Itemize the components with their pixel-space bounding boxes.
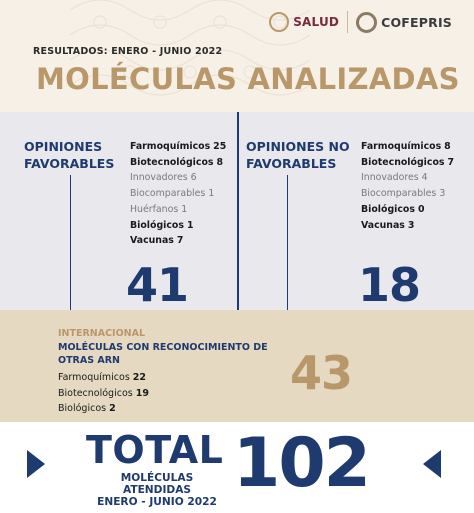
list-item xyxy=(58,401,149,417)
no-favorables-heading-line2: FAVORABLES xyxy=(246,156,337,171)
header xyxy=(0,0,474,112)
item-value: 1 xyxy=(208,188,215,200)
item-value: 22 xyxy=(132,372,147,383)
item-label: Biotecnológicos xyxy=(130,156,214,168)
cofepris-logo xyxy=(356,12,452,33)
list-item xyxy=(361,218,454,234)
list-item xyxy=(361,170,454,186)
item-label: Vacunas xyxy=(361,219,405,231)
item-label: Huérfanos xyxy=(130,203,179,215)
item-value: 3 xyxy=(407,219,415,231)
item-label: Innovadores xyxy=(361,172,419,184)
no-favorables-heading-line1: OPINIONES NO xyxy=(246,139,350,154)
item-value: 4 xyxy=(421,172,428,184)
list-item xyxy=(130,139,226,155)
item-label: Vacunas xyxy=(130,235,174,247)
item-label: Farmoquímicos xyxy=(130,141,211,152)
opinions-section xyxy=(0,112,474,310)
item-label: Farmoquímicos xyxy=(58,372,130,383)
cofepris-emblem-icon xyxy=(356,12,377,33)
favorables-heading xyxy=(24,138,136,172)
internacional-list xyxy=(58,370,149,417)
logos xyxy=(269,11,452,33)
list-item xyxy=(361,202,454,218)
item-label: Innovadores xyxy=(130,172,188,184)
internacional-section xyxy=(0,310,474,422)
cofepris-logo-text: COFEPRIS xyxy=(381,14,452,30)
item-value: 7 xyxy=(176,235,184,247)
item-value: 8 xyxy=(444,141,451,152)
salud-emblem-icon xyxy=(269,12,289,32)
list-item xyxy=(130,155,226,171)
page-title: MOLÉCULAS ANALIZADAS xyxy=(36,62,460,96)
favorables-list xyxy=(130,139,226,249)
list-item xyxy=(130,186,226,202)
total-section xyxy=(0,422,474,513)
no-favorables-list xyxy=(361,139,454,233)
list-item xyxy=(361,155,454,171)
list-item xyxy=(58,386,149,402)
list-item xyxy=(130,233,226,249)
item-label: Biotecnológicos xyxy=(361,156,445,168)
list-item xyxy=(58,370,149,386)
favorables-total: 41 xyxy=(126,258,189,310)
total-value: 102 xyxy=(233,424,369,503)
favorables-bracket xyxy=(70,175,114,310)
list-item xyxy=(130,218,226,234)
item-label: Biocomparables xyxy=(130,188,206,200)
arrow-left-icon xyxy=(423,450,441,478)
item-label: Biotecnológicos xyxy=(58,387,133,399)
item-label: Farmoquímicos xyxy=(361,141,442,152)
no-favorables-panel xyxy=(237,112,474,310)
internacional-total: 43 xyxy=(290,346,353,400)
item-label: Biocomparables xyxy=(361,188,437,200)
item-value: 19 xyxy=(135,387,149,399)
no-favorables-heading xyxy=(246,138,366,172)
item-value: 25 xyxy=(213,141,227,152)
arrow-right-icon xyxy=(27,450,45,478)
no-favorables-bracket xyxy=(287,175,333,310)
list-item xyxy=(130,202,226,218)
logo-divider xyxy=(347,11,348,33)
total-subtitle-line2: ENERO - JUNIO 2022 xyxy=(97,496,217,508)
list-item xyxy=(361,186,454,202)
item-value: 2 xyxy=(109,403,116,414)
list-item xyxy=(130,170,226,186)
item-label: Biológicos xyxy=(130,219,184,231)
total-subtitle-line1: MOLÉCULAS ATENDIDAS xyxy=(120,472,194,496)
item-value: 1 xyxy=(186,219,194,231)
internacional-label: INTERNACIONAL xyxy=(58,328,146,339)
item-value: 8 xyxy=(216,156,223,168)
item-label: Biológicos xyxy=(361,203,415,215)
item-value: 6 xyxy=(190,172,197,184)
item-value: 0 xyxy=(417,203,425,215)
item-value: 1 xyxy=(181,203,188,215)
salud-logo-text: SALUD xyxy=(293,15,340,29)
total-heading: TOTAL xyxy=(86,428,224,472)
salud-logo xyxy=(269,12,339,32)
favorables-heading-line1: OPINIONES xyxy=(24,139,103,154)
list-item xyxy=(361,139,454,155)
no-favorables-total: 18 xyxy=(358,258,421,310)
favorables-panel xyxy=(0,112,237,310)
internacional-heading: MOLÉCULAS CON RECONOCIMIENTO DE OTRAS ARN xyxy=(58,342,268,366)
period-label: RESULTADOS: ENERO - JUNIO 2022 xyxy=(33,46,223,57)
item-value: 3 xyxy=(439,188,446,200)
total-subtitle xyxy=(86,472,228,508)
item-label: Biológicos xyxy=(58,403,107,414)
favorables-heading-line2: FAVORABLES xyxy=(24,156,115,171)
item-value: 7 xyxy=(447,156,454,168)
